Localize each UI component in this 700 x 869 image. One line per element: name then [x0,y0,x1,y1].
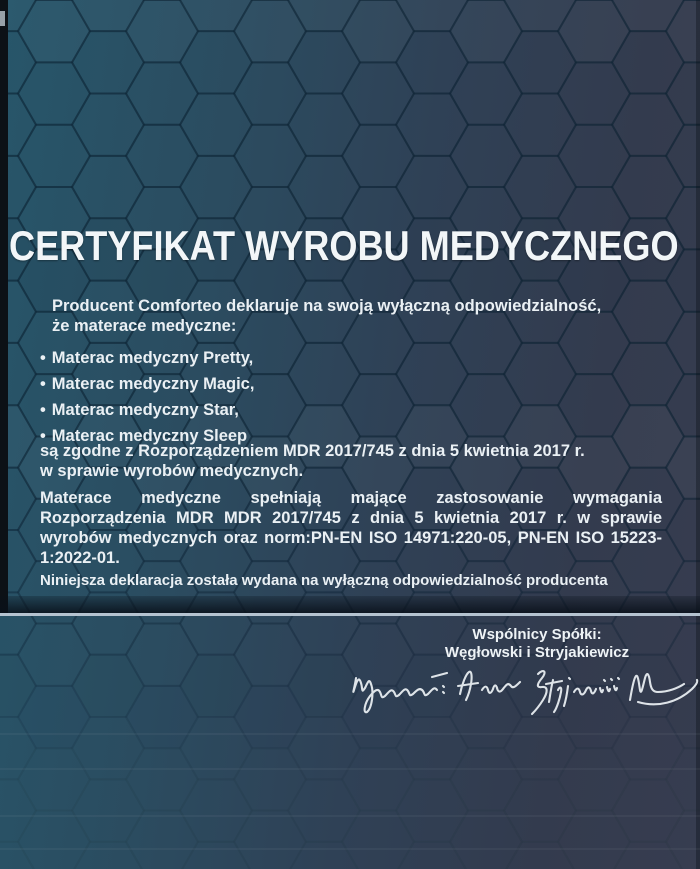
product-name: Materac medyczny Sleep [51,427,248,445]
bullet-glyph: • [40,349,46,367]
list-item [40,374,254,394]
compliance-paragraph: Materace medyczne spełniają mające zastosowanie wymagania Rozporządzenia MDR MDR 2017/745 z dnia 5 kwietnia 2017 r. w sprawie wyrobów medycznych oraz norm:PN-EN ISO 14971:220-05, PN-EN ISO 15223-1:2022-01. [40,489,662,567]
list-item [40,348,254,368]
certificate-title: CERTYFIKAT WYROBU MEDYCZNEGO [9,222,679,269]
divider-line [0,613,700,616]
conformity-line1: są zgodne z Rozporządzeniem MDR 2017/745 z dnia 5 kwietnia 2017 r. [40,442,585,460]
declaration-intro [52,296,672,336]
divider-shadow [0,596,700,613]
signers-label: Wspólnicy Spółki: [472,626,602,643]
product-name: Materac medyczny Star, [51,401,239,419]
gradient-band-line [0,848,700,850]
left-edge-notch [0,11,5,26]
conformity-line2: w sprawie wyrobów medycznych. [40,462,304,480]
signature-scribble [348,656,700,722]
declaration-intro-line2: że materace medyczne: [52,317,237,335]
gradient-band-line [0,815,700,817]
product-name: Materac medyczny Magic, [51,375,255,393]
conformity-statement [40,441,660,481]
bullet-glyph: • [40,375,46,393]
responsibility-note: Niniejsza deklaracja została wydana na wyłączną odpowiedzialność producenta [40,572,608,589]
signers-names: Węgłowski i Stryjakiewicz [444,644,630,661]
gradient-band-line [0,768,700,770]
product-name: Materac medyczny Pretty, [51,349,254,367]
list-item [40,400,254,420]
bullet-glyph: • [40,427,46,445]
gradient-band-line [0,733,700,735]
left-edge-bar [0,0,8,616]
declaration-intro-line1: Producent Comforteo deklaruje na swoją wyłączną odpowiedzialność, [52,297,602,315]
product-list [40,348,254,452]
bullet-glyph: • [40,401,46,419]
right-edge-shade [696,0,700,869]
